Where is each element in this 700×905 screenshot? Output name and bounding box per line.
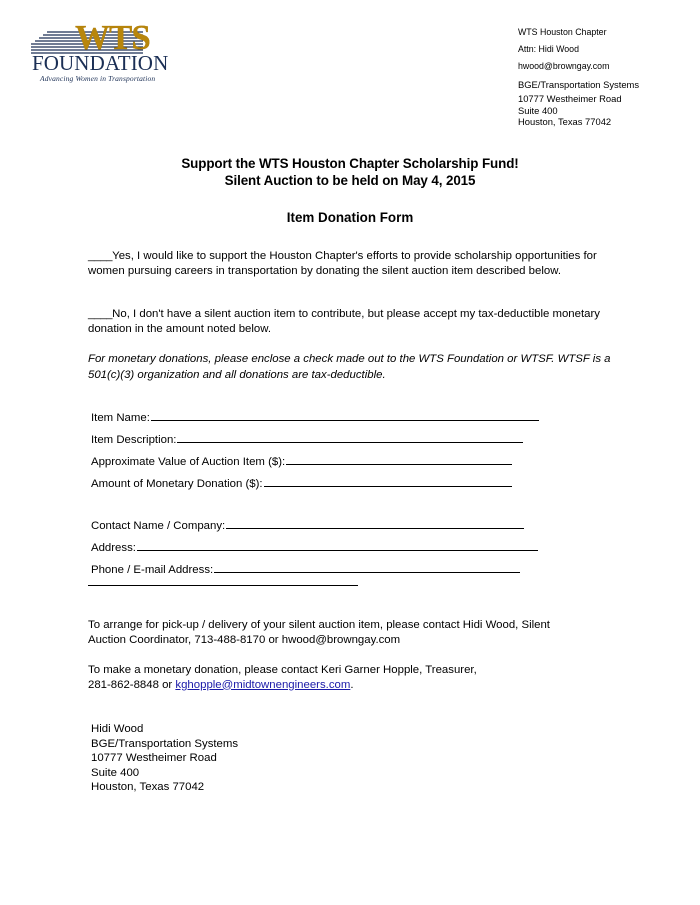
field-input-rule[interactable] — [214, 561, 520, 573]
yes-checkbox-blank[interactable]: ____ — [88, 250, 113, 262]
field-label: Item Name: — [91, 412, 150, 424]
item-fields-group — [91, 409, 561, 497]
header-chapter: WTS Houston Chapter — [518, 27, 607, 37]
title-line-2: Silent Auction to be held on May 4, 2015 — [224, 173, 476, 188]
monetary-line-1: To make a monetary donation, please contact Keri Garner Hopple, Treasurer, — [88, 664, 477, 676]
field-phone-email[interactable] — [91, 561, 561, 583]
document-title — [0, 155, 700, 189]
treasurer-email-link[interactable]: kghopple@midtownengineers.com — [175, 678, 351, 691]
header-email: hwood@browngay.com — [518, 60, 610, 71]
yes-text: Yes, I would like to support the Houston Chapter's efforts to provide scholarship opportunities for women pursuing careers in transportation by donating the silent auction item described below. — [88, 250, 597, 277]
field-input-rule[interactable] — [226, 517, 524, 529]
header-address-block — [518, 28, 639, 128]
page-subtitle: Item Donation Form — [286, 210, 414, 225]
field-continuation-rule[interactable] — [88, 585, 358, 586]
wts-foundation-logo — [31, 18, 169, 83]
monetary-instructions — [88, 663, 615, 692]
pickup-line-2: Auction Coordinator, 713-488-8170 or hwood@browngay.com — [88, 633, 401, 646]
field-approximate-value[interactable] — [91, 453, 561, 475]
field-label: Approximate Value of Auction Item ($): — [91, 456, 286, 468]
monetary-line-2 — [88, 678, 615, 693]
contact-fields-group — [91, 517, 561, 583]
field-address[interactable] — [91, 539, 561, 561]
logo-name: FOUNDATION — [32, 51, 169, 75]
field-monetary-amount[interactable] — [91, 475, 561, 497]
signature-organization: BGE/Transportation Systems — [91, 737, 239, 750]
field-input-rule[interactable] — [286, 453, 512, 465]
pickup-instructions — [88, 618, 615, 647]
field-label: Address: — [91, 542, 136, 554]
title-line-1: Support the WTS Houston Chapter Scholarship Fund! — [181, 156, 519, 171]
field-item-description[interactable] — [91, 431, 561, 453]
no-checkbox-blank[interactable]: ____ — [88, 308, 113, 320]
field-label: Phone / E-mail Address: — [91, 564, 214, 576]
paragraph-yes-option — [88, 249, 615, 278]
header-suite: Suite 400 — [518, 104, 558, 116]
field-contact-name-company[interactable] — [91, 517, 561, 539]
signature-suite: Suite 400 — [91, 766, 140, 779]
document-header — [0, 0, 700, 140]
field-item-name[interactable] — [91, 409, 561, 431]
paragraph-no-option — [88, 307, 615, 336]
no-text: No, I don't have a silent auction item to contribute, but please accept my tax-deductible monetary donation in the amount noted below. — [88, 308, 600, 335]
header-street: 10777 Westheimer Road — [518, 92, 622, 104]
field-input-rule[interactable] — [264, 475, 512, 487]
monetary-phone-prefix: 281-862-8848 or — [88, 678, 176, 691]
signature-city-state-zip: Houston, Texas 77042 — [91, 781, 205, 793]
signature-street: 10777 Westheimer Road — [91, 752, 217, 764]
field-input-rule[interactable] — [177, 431, 523, 443]
field-input-rule[interactable] — [137, 539, 538, 551]
signature-name: Hidi Wood — [91, 723, 144, 735]
header-attn: Attn: Hidi Wood — [518, 43, 579, 54]
signature-address-block — [91, 722, 238, 795]
field-label: Amount of Monetary Donation ($): — [91, 478, 263, 490]
field-input-rule[interactable] — [151, 409, 539, 421]
logo-wordmark: WTS — [75, 18, 150, 57]
logo-tagline: Advancing Women in Transportation — [40, 74, 156, 83]
field-label: Item Description: — [91, 434, 177, 446]
pickup-line-1: To arrange for pick-up / delivery of your silent auction item, please contact Hidi Wood, Silent — [88, 619, 550, 631]
monetary-donation-note: For monetary donations, please enclose a check made out to the WTS Foundation or WTSF. WTSF is a 501(c)(3) organization and all donations are tax-deductible. — [88, 353, 611, 381]
field-label: Contact Name / Company: — [91, 520, 226, 532]
monetary-period: . — [350, 678, 354, 691]
header-organization: BGE/Transportation Systems — [518, 78, 640, 90]
header-city-state-zip: Houston, Texas 77042 — [518, 116, 612, 128]
